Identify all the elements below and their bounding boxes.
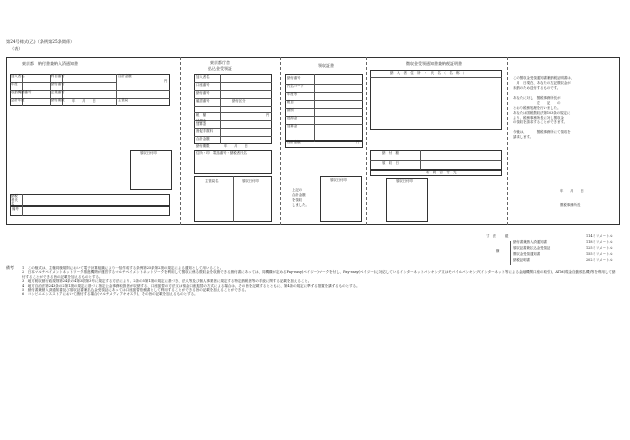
note-item: 6 コンビニエンスストアにおいて納付する場合(マルチメディアキオスク)、その旨の記載を加えるものとする。: [22, 292, 198, 297]
p3-row-1: 氏名コード: [287, 84, 304, 88]
kigen-label: 納付期限: [51, 98, 65, 102]
p2-row-3: 確認番号: [196, 99, 210, 103]
gokei-label: 合計金額: [118, 74, 132, 78]
p3-row-6: 加算金: [287, 124, 298, 128]
p3-row-5: 延滞金: [287, 116, 298, 120]
cut-line-3: [366, 57, 367, 225]
note-item: 5 納付書兼納入済通知書及び領収証書兼払込金受領証にあっては口座振替依頼書として利用することができる旨の記載を加えることができる。: [22, 287, 249, 292]
panel1-name-box: [10, 194, 170, 206]
notes-list: [22, 266, 618, 297]
p2-address: 住所・印 電話番号・納税者氏名: [196, 151, 247, 155]
panel1-name-label: 納税者氏名: [11, 194, 18, 206]
p2-row-0: 加入者名: [196, 75, 210, 79]
p2-money-0: 税 額: [196, 113, 207, 117]
p3-stamp: 領収日付印: [330, 178, 347, 182]
panel4-title: 徴収金受領通知書兼納税証明書: [406, 61, 462, 66]
dims-item-1-value: 125ミリメートル: [586, 246, 613, 250]
panel3-title: 領収証書: [318, 63, 334, 68]
p3-row-3: 税目: [287, 100, 294, 104]
cut-line-1: [180, 57, 181, 225]
p3-total: 合計金額: [287, 140, 301, 144]
panel2-title: 東京都庁舎 払込金受領証: [208, 60, 232, 71]
dims-item-2-label: 徴収金受領通知書: [513, 252, 541, 256]
p2-bottom-right: 領収日付印: [242, 179, 259, 183]
dims-width-label: 縦: [505, 234, 509, 238]
p2-row-4: 納付区分: [232, 99, 246, 103]
form-number: 第24号様式(乙)（条例第25条関係）: [6, 39, 75, 44]
kaikei-label: 会計年度: [11, 98, 25, 102]
dims-total: 114ミリメートル: [586, 234, 613, 238]
panel1-stamp-box: [130, 150, 172, 190]
panel1-stamp-label: 領収日付印: [140, 151, 157, 155]
p3-row-4: 期別: [287, 108, 294, 112]
panel1-title: 東京都 納付書兼納入済通知書: [22, 61, 78, 66]
cut-line-2: [280, 57, 281, 225]
enterprise-label: 企業番号: [51, 90, 65, 94]
panel4-header: 納 入 者 住 所 ・ 氏 名 （ 名 称 ）: [390, 71, 467, 75]
cut-line-4: [507, 57, 508, 225]
notice-date: 年 月 日: [560, 189, 584, 193]
p2-kigen: 納付期限: [196, 144, 210, 148]
note-item: 1 この様式は、主権同様規則において電子計算組織により一括作成する条例第25条第2項の規定による通知として用いること。: [22, 266, 224, 270]
p2-yen: 円: [266, 113, 270, 117]
p3-note: 上記の 合計金額 を領収 しました。: [292, 188, 309, 208]
p4-inquiry: お 問 合 せ 先: [426, 170, 457, 174]
form-side: （表）: [10, 46, 23, 51]
dims-item-0-value: 118ミリメートル: [586, 240, 613, 244]
kanyu-label: 加入者名: [11, 74, 25, 78]
p2-money-3: 合計金額: [196, 137, 210, 141]
notice-text: この徴収金受領通知書兼納税証明書は、 月 日現在、あなたの左記徴収金が 未納のため送付するものです。 あなたに対し 徴税事務所長が 左 記 の とおり税務処理を行いました。 あなたは国税徴収法第103条の規定に より、税務事務所長に対し徴収金 の領収を請求することができます。 今後は、 徴税事務所にて領収を 請求します。: [513, 76, 575, 140]
dims-item-3-value: 202ミリメートル: [586, 258, 613, 262]
note-item: 3 地方税収納行政規則第24条の4第3項第3号に規定する方法により、2条の5第1項の規定に基づき、法人等及び個人事業者に規定する特定納税者等の手続に関する記載を加えること。: [22, 279, 312, 284]
panel1-bottom-box: [10, 206, 170, 216]
notes-head: 備考: [6, 265, 14, 270]
kamoku-label: 科目番号: [51, 74, 65, 78]
kigen-date: 年 月 日: [72, 99, 96, 103]
p4-stamp: 領収日付印: [396, 179, 413, 183]
dims-header: 寸 法: [486, 234, 497, 238]
p4-field-1: 領 収 日: [382, 161, 399, 165]
p2-money-1: 延滞金 加算金: [196, 119, 207, 127]
p2-bottom-left: 主管局名: [205, 179, 219, 183]
p4-stamp-box: [386, 178, 428, 222]
shunyu-label: 収納機関番号: [11, 90, 32, 94]
panel4-header-box: [370, 70, 502, 130]
p2-row-2: 納付番号: [196, 91, 210, 95]
dims-side: 横: [496, 249, 500, 253]
dims-item-3-label: 納税証明書: [513, 258, 530, 262]
dims-item-0-label: 納付書兼納入済通知書: [513, 240, 547, 244]
p2-kigen-date: 年 月 日: [224, 144, 248, 148]
kyoku-label: 主管局: [118, 98, 129, 102]
panel1-bottom-label: 備考: [12, 207, 19, 211]
yen-label: 円: [164, 79, 168, 83]
dims-item-1-label: 領収証書兼払込金受領証: [513, 246, 551, 250]
note-item: 4 地方自治法第243条の2第1項の規定に基づく指定公金事務取扱者が収納する、口座振替の方法又は預金口座振替の方式による場合は、その旨を記載するとともに、第4条の規定に準ずる措置を講ずるものとする。: [22, 283, 360, 288]
nendo-label: 年度: [11, 82, 18, 86]
p3-row-2: 年度等: [287, 92, 298, 96]
dims-item-2-value: 155ミリメートル: [586, 252, 613, 256]
p4-field-0: 納 付 額: [382, 151, 399, 155]
p3-row-0: 納付番号: [287, 76, 301, 80]
notice-office: 徴税事務所長: [560, 203, 581, 207]
nonyu-label: 納付番号: [51, 82, 65, 86]
note-item: 2 日本マルチペイメントネットワーク推進機関が運営するマルチペイメントネットワークを利用して徴収に係る徴収金を収納できる納付書にあっては、同機構が定めるPay-easy(ペイジー)マークを付し、Pay-easy(ペイジー)に対応しているインターネットバンキング又はモバイルバンキング(インターネット等による金融機関口座の取引)、ATM(現金自動預払機)等を利用して納付することができる旨の記載を加えるものとする。: [22, 270, 616, 279]
p3-yen: 円: [356, 140, 360, 144]
p2-row-1: 口座番号: [196, 83, 210, 87]
p2-money-2: 督促手数料: [196, 129, 213, 133]
